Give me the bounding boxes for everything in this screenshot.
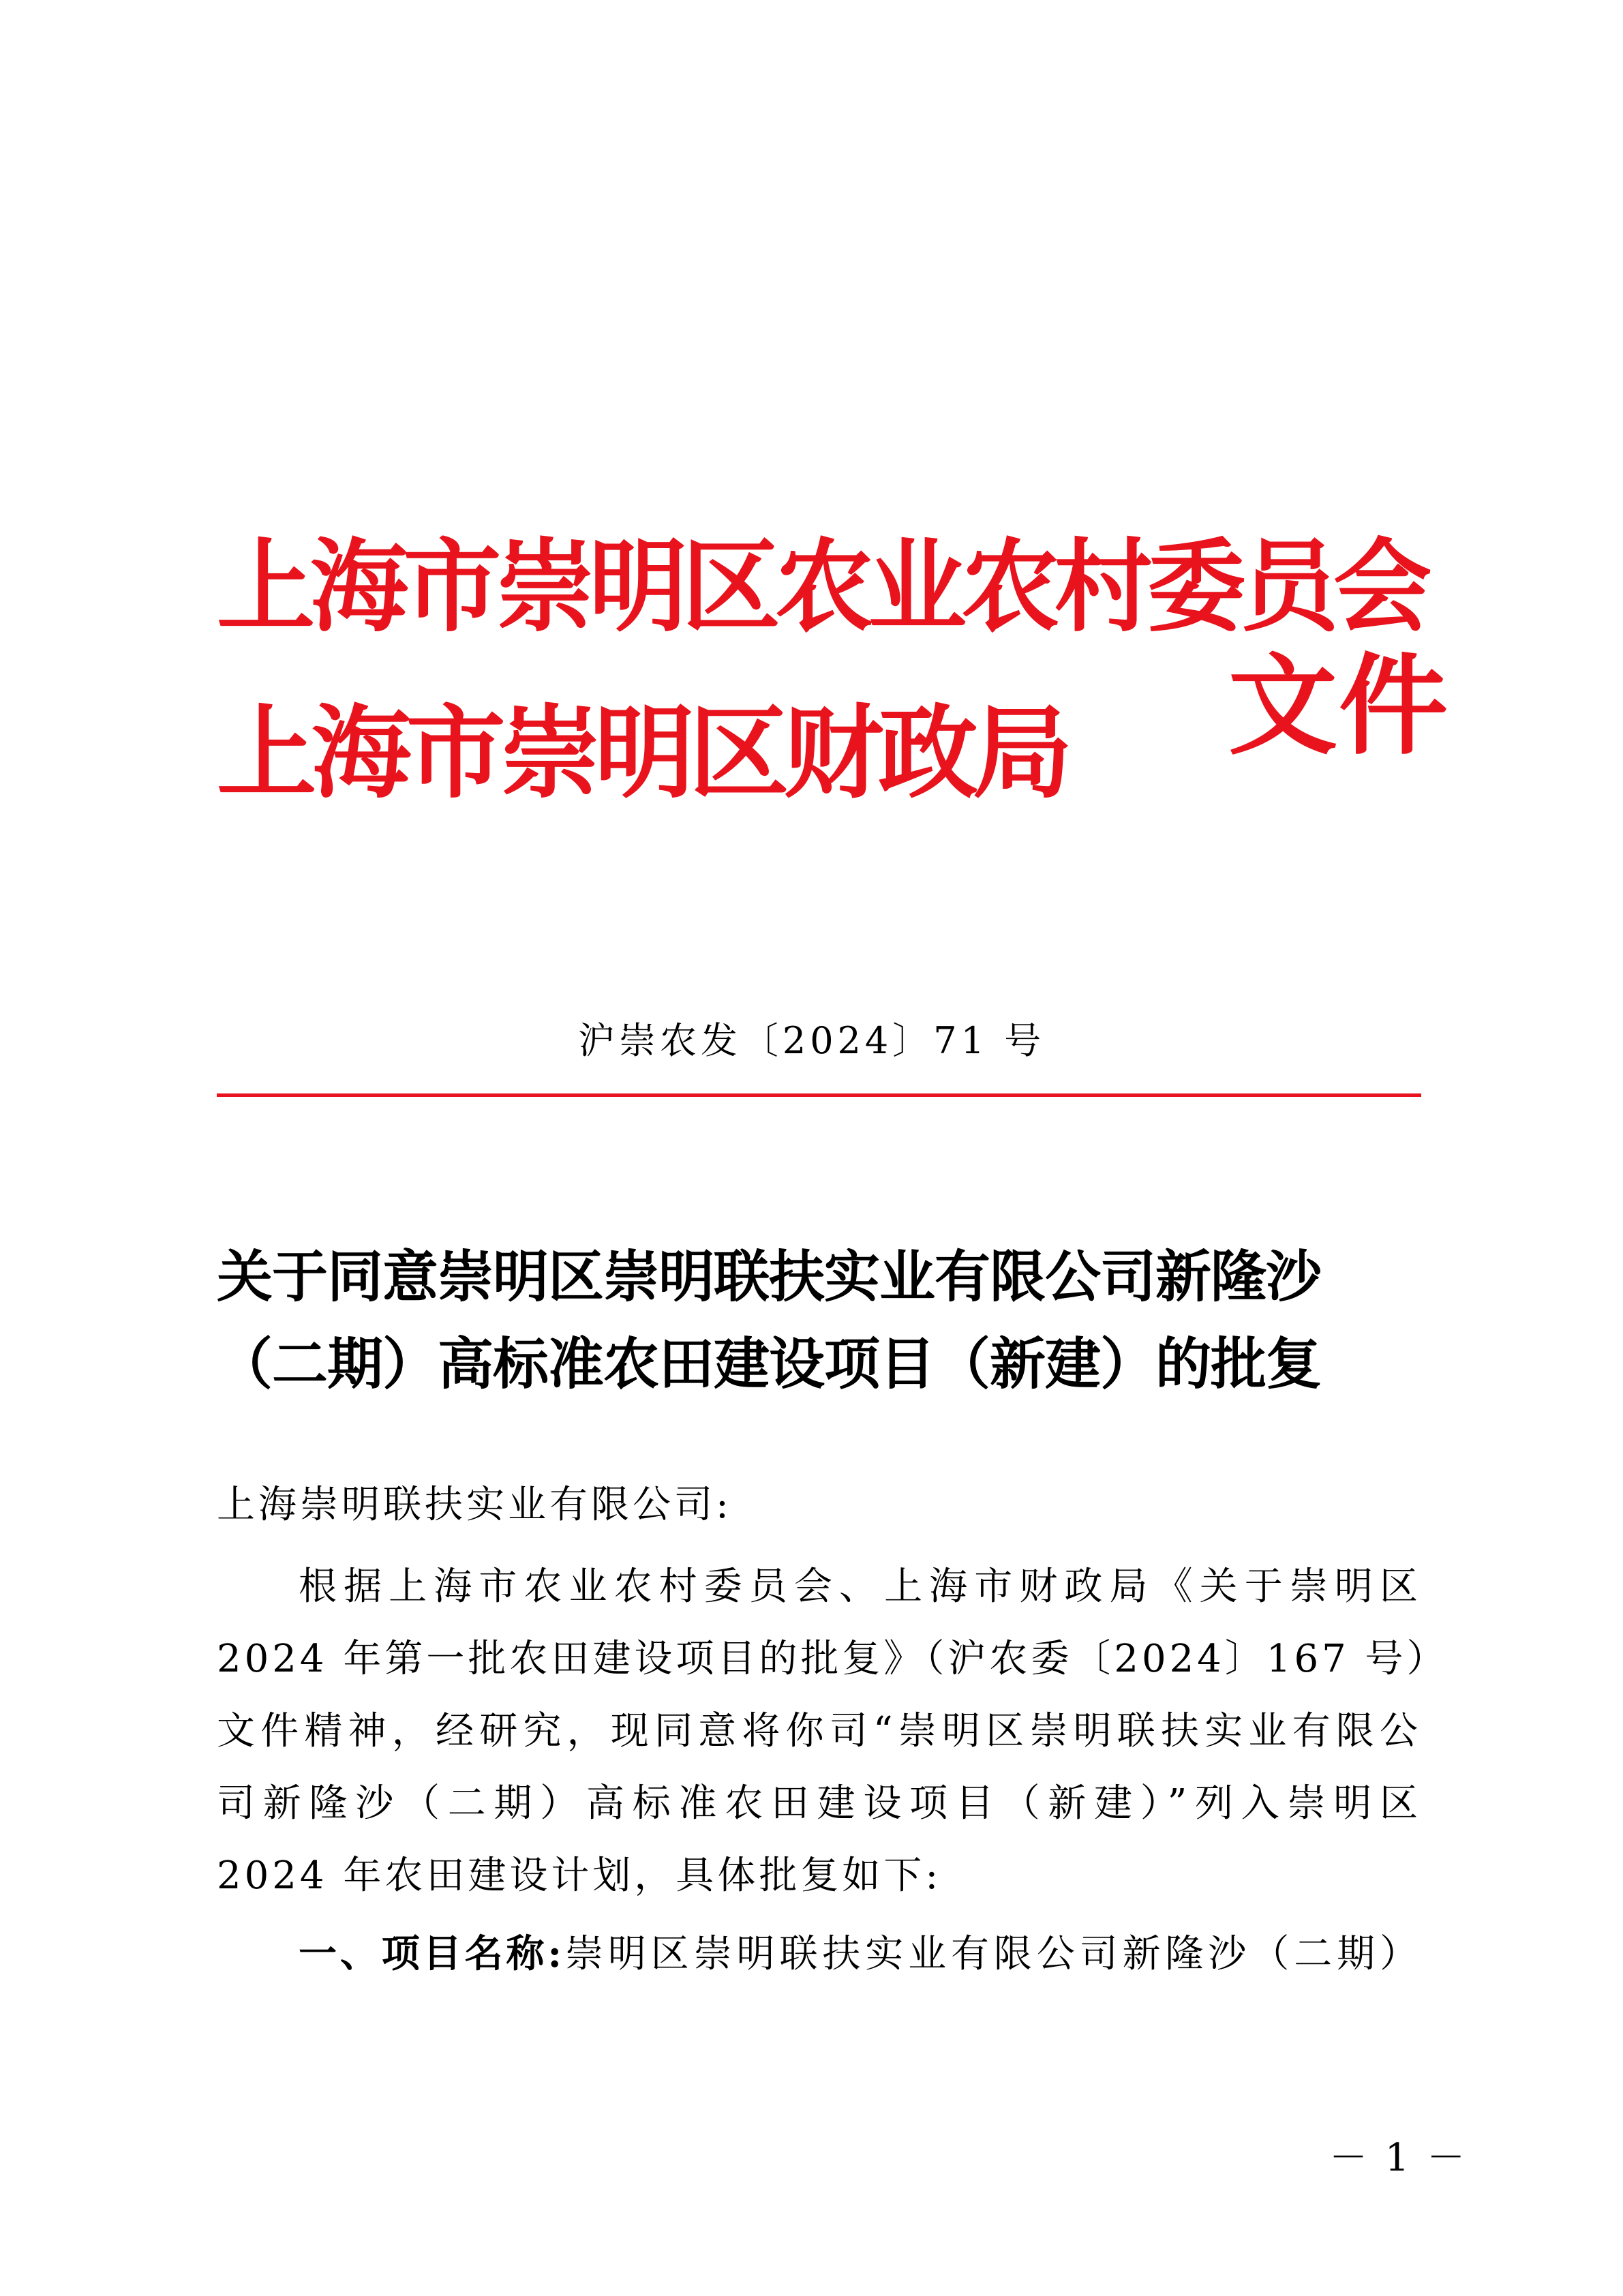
item-1-label: 一、项目名称: xyxy=(299,1931,564,1976)
issuing-org-line-2: 上海市崇明区财政局 xyxy=(217,693,1067,812)
body-line-4: 司新隆沙（二期）高标准农田建设项目（新建）”列入崇明区 xyxy=(217,1781,1421,1826)
red-divider xyxy=(217,1093,1421,1097)
item-1-value: 崇明区崇明联扶实业有限公司新隆沙（二期） xyxy=(564,1932,1422,1976)
document-title-line-1: 关于同意崇明区崇明联扶实业有限公司新隆沙 xyxy=(217,1244,1322,1310)
body-line-1: 根据上海市农业农村委员会、上海市财政局《关于崇明区 xyxy=(299,1565,1421,1609)
body-line-3: 文件精神，经研究，现同意将你司“崇明区崇明联扶实业有限公 xyxy=(217,1709,1421,1753)
body-line-2: 2024 年第一批农田建设项目的批复》（沪农委〔2024〕167 号） xyxy=(217,1637,1448,1681)
page-number: － 1 － xyxy=(1329,2136,1468,2180)
item-1-line xyxy=(299,1931,1422,1976)
document-number: 沪崇农发〔2024〕71 号 xyxy=(577,1019,1046,1062)
salutation: 上海崇明联扶实业有限公司: xyxy=(217,1483,732,1527)
issuing-org-line-1: 上海市崇明区农业农村委员会 xyxy=(217,527,1427,646)
header-suffix: 文件 xyxy=(1228,641,1450,770)
body-line-5: 2024 年农田建设计划，具体批复如下: xyxy=(217,1854,942,1898)
document-title-line-2: （二期）高标准农田建设项目（新建）的批复 xyxy=(217,1331,1322,1397)
